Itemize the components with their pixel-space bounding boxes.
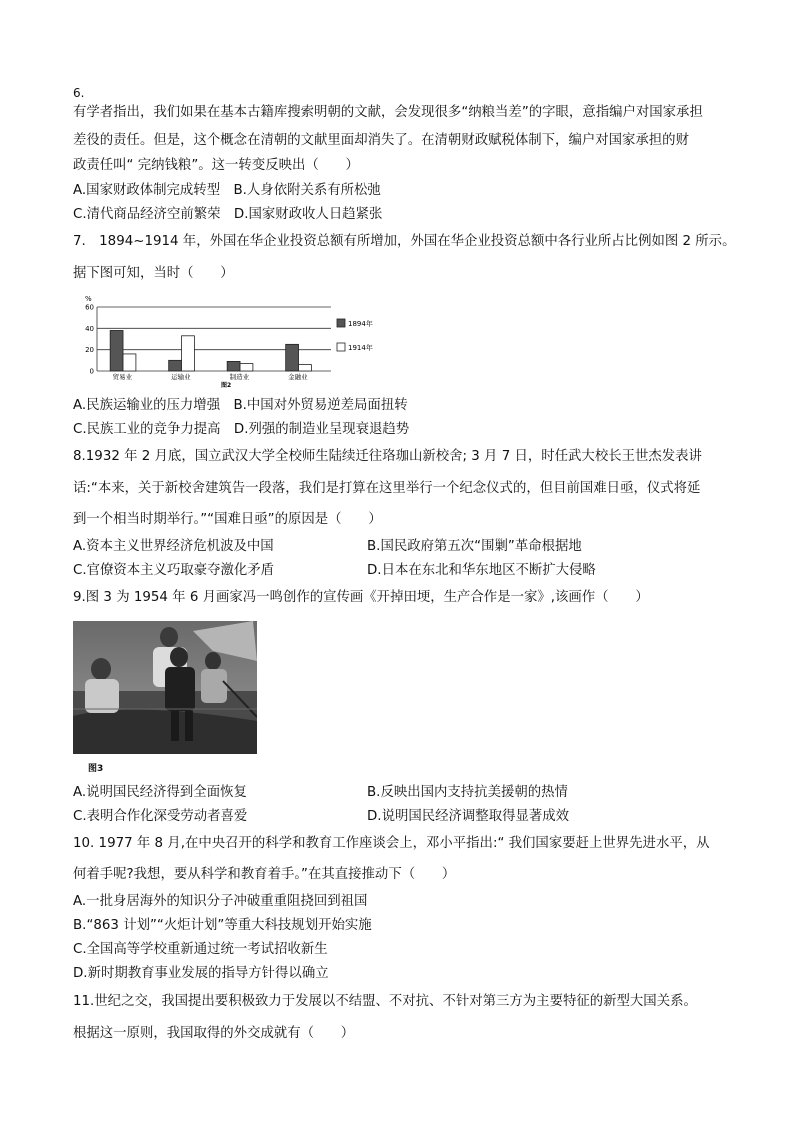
- q10-option-d: D.新时期教育事业发展的指导方针得以确立: [73, 966, 329, 981]
- q10-stem-line-1: 10. 1977 年 8 月,在中央召开的科学和教育工作座谈会上，邓小平指出:“ 我们国家要赶上世界先进水平，从: [73, 836, 710, 851]
- category-label: 金融业: [288, 373, 308, 381]
- legend-label: 1894年: [348, 320, 373, 328]
- q9-option-a: A.说明国民经济得到全面恢复: [73, 785, 247, 800]
- y-tick-label: 60: [85, 303, 94, 312]
- q8-stem-line-1: 8.1932 年 2 月底，国立武汉大学全校师生陆续迁往珞珈山新校舍; 3 月 7 日，时任武大校长王世杰发表讲: [73, 449, 702, 464]
- figure-caption: 图2: [221, 382, 232, 389]
- figure-3-caption: 图3: [88, 764, 104, 774]
- y-tick-label: 0: [89, 367, 94, 376]
- q8-option-a: A.资本主义世界经济危机波及中国: [73, 539, 274, 554]
- q7-stem-line-2: 据下图可知，当时（ ）: [73, 266, 234, 281]
- q11-stem-line-2: 根据这一原则，我国取得的外交成就有（ ）: [73, 1026, 355, 1041]
- q9-stem-line-1: 9.图 3 为 1954 年 6 月画家冯一鸣创作的宣传画《开掉田埂，生产合作是一家》,该画作（ ）: [73, 590, 649, 605]
- q10-option-a: A.一批身居海外的知识分子冲破重重阻挠回到祖国: [73, 894, 368, 909]
- bar-1914: [182, 336, 195, 371]
- y-tick-label: 40: [85, 324, 94, 333]
- q6-stem-line-1: 有学者指出，我们如果在基本古籍库搜索明朝的文献，会发现很多“纳粮当差”的字眼，意指编户对国家承担: [73, 105, 703, 120]
- q7-stem-line-1: 7. 1894~1914 年，外国在华企业投资总额有所增加，外国在华企业投资总额中各行业所占比例如图 2 所示。: [73, 234, 736, 249]
- bar-1914: [240, 364, 253, 371]
- category-label: 贸易业: [112, 373, 133, 381]
- bar-1894: [169, 360, 182, 371]
- figure-2-bar-chart: [73, 293, 393, 393]
- category-label: 制造业: [229, 373, 250, 381]
- figure-3-propaganda-painting: [73, 621, 257, 754]
- bar-1894: [227, 361, 240, 371]
- q6-option-cd: C.清代商品经济空前繁荣 D.国家财政收人日趋紧张: [73, 207, 383, 222]
- bar-1894: [110, 330, 123, 371]
- q8-option-d: D.日本在东北和华东地区不断扩大侵略: [367, 563, 596, 578]
- q9-option-b: B.反映出国内支持抗美援朝的热情: [367, 785, 568, 800]
- q9-option-c: C.表明合作化深受劳动者喜爱: [73, 809, 248, 824]
- q8-option-b: B.国民政府第五次“围剿”革命根据地: [367, 539, 582, 554]
- q6-number: 6.: [73, 86, 85, 100]
- q6-option-ab: A.国家财政体制完成转型 B.人身依附关系有所松弛: [73, 183, 381, 198]
- y-tick-label: 20: [85, 346, 94, 355]
- q10-stem-line-2: 何着手呢?我想，要从科学和教育着手。”在其直接推动下（ ）: [73, 867, 456, 882]
- legend-swatch: [337, 319, 345, 327]
- q11-stem-line-1: 11.世纪之交，我国提出要积极致力于发展以不结盟、不对抗、不针对第三方为主要特征的新型大国关系。: [73, 994, 697, 1009]
- q8-stem-line-3: 到一个相当时期举行。”“国难日亟”的原因是（ ）: [73, 512, 382, 527]
- category-label: 运输业: [171, 373, 191, 381]
- legend-label: 1914年: [348, 344, 373, 352]
- q10-option-b: B.“863 计划”“火炬计划”等重大科技规划开始实施: [73, 918, 372, 933]
- q7-option-cd: C.民族工业的竞争力提高 D.列强的制造业呈现衰退趋势: [73, 422, 410, 437]
- q8-option-c: C.官僚资本主义巧取豪夺激化矛盾: [73, 563, 275, 578]
- y-unit-label: %: [85, 295, 92, 303]
- bar-1894: [286, 344, 299, 371]
- bar-1914: [123, 354, 136, 371]
- legend-swatch: [337, 343, 345, 351]
- q7-option-ab: A.民族运输业的压力增强 B.中国对外贸易逆差局面扭转: [73, 398, 408, 413]
- q9-option-d: D.说明国民经济调整取得显著成效: [367, 809, 570, 824]
- bar-1914: [299, 365, 312, 371]
- q8-stem-line-2: 话:“本来，关于新校舍建筑告一段落，我们是打算在这里举行一个纪念仪式的，但目前国难日亟，仪式将延: [73, 481, 701, 496]
- q6-stem-line-3: 政责任叫“ 完纳钱粮”。这一转变反映出（ ）: [73, 158, 359, 173]
- q10-option-c: C.全国高等学校重新通过统一考试招收新生: [73, 942, 328, 957]
- q6-stem-line-2: 差役的责任。但是，这个概念在清朝的文献里面却消失了。在清朝财政赋税体制下，编户对国家承担的财: [73, 133, 689, 148]
